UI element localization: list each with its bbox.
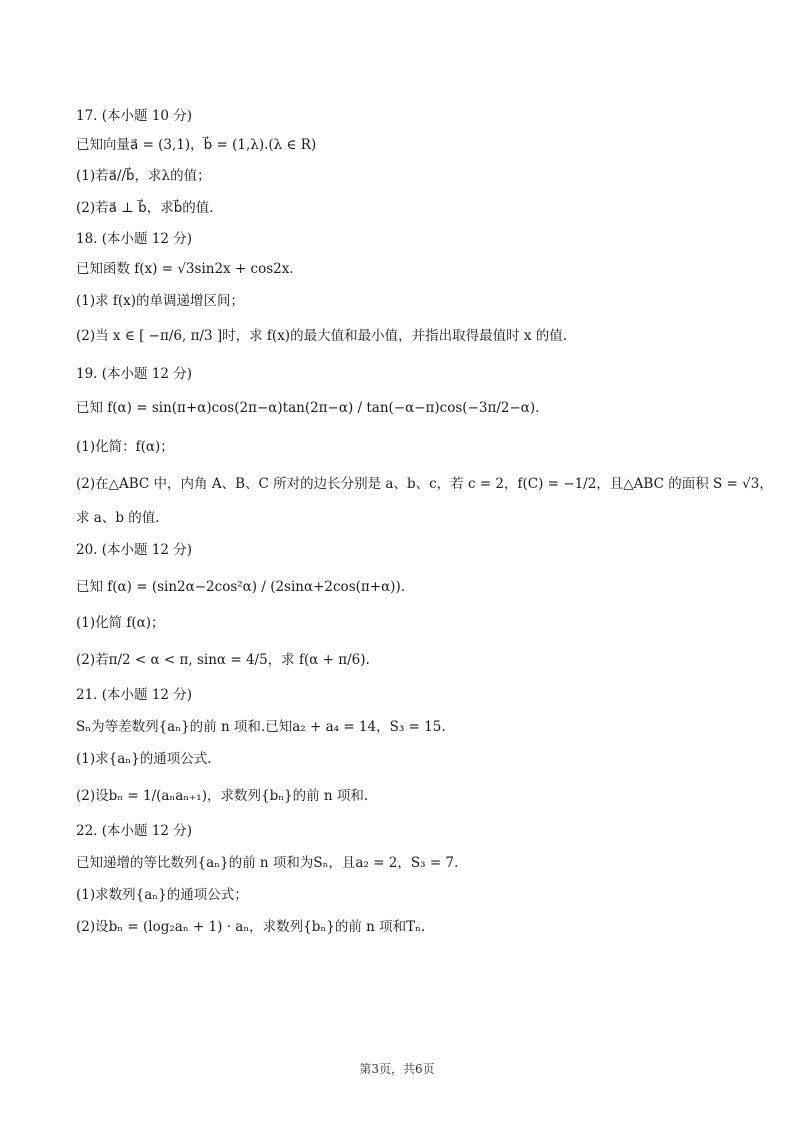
problem-17-stem: 已知向量a⃗ = (3,1)，b⃗ = (1,λ).(λ ∈ R): [76, 137, 317, 153]
problem-18-header: 18. (本小题 12 分): [76, 231, 193, 247]
problem-17-header: 17. (本小题 10 分): [76, 108, 193, 124]
problem-20-header: 20. (本小题 12 分): [76, 542, 193, 558]
problem-20-stem: 已知 f(α) = (sin2α−2cos²α) / (2sinα+2cos(π+α)).: [76, 579, 406, 595]
problem-20-part-2: (2)若π/2 < α < π, sinα = 4/5，求 f(α + π/6).: [76, 652, 370, 668]
problem-22-header: 22. (本小题 12 分): [76, 823, 193, 839]
problem-21-part-1: (1)求{aₙ}的通项公式.: [76, 751, 212, 767]
problem-19-part-2: (2)在△ABC 中，内角 A、B、C 所对的边长分别是 a、b、c，若 c = 2，f(C) = −1/2，且△ABC 的面积 S = √3，: [76, 476, 773, 492]
problem-17-part-1: (1)若a⃗//b⃗，求λ的值；: [76, 168, 211, 184]
problem-21-part-2: (2)设bₙ = 1/(aₙaₙ₊₁)，求数列{bₙ}的前 n 项和.: [76, 788, 369, 804]
problem-18-part-1: (1)求 f(x)的单调递增区间；: [76, 293, 245, 309]
problem-18-part-2: (2)当 x ∈ [ −π/6, π/3 ]时，求 f(x)的最大值和最小值，并指出取得最值时 x 的值.: [76, 328, 568, 344]
page-footer: 第3页，共6页: [359, 1062, 435, 1076]
problem-21-header: 21. (本小题 12 分): [76, 687, 193, 703]
problem-22-part-1: (1)求数列{aₙ}的通项公式；: [76, 887, 248, 903]
problem-21-stem: Sₙ为等差数列{aₙ}的前 n 项和.已知a₂ + a₄ = 14，S₃ = 15.: [76, 719, 446, 735]
problem-22-part-2: (2)设bₙ = (log₂aₙ + 1) · aₙ，求数列{bₙ}的前 n 项和Tₙ.: [76, 919, 426, 935]
problem-19-stem: 已知 f(α) = sin(π+α)cos(2π−α)tan(2π−α) / tan(−α−π)cos(−3π/2−α).: [76, 400, 540, 416]
problem-17-part-2: (2)若a⃗ ⊥ b⃗，求b⃗的值.: [76, 200, 214, 216]
problem-18-stem: 已知函数 f(x) = √3sin2x + cos2x.: [76, 261, 294, 277]
problem-19-part-1: (1)化简：f(α)；: [76, 439, 174, 455]
problem-19-part-2-cont: 求 a、b 的值.: [76, 510, 160, 526]
problem-22-stem: 已知递增的等比数列{aₙ}的前 n 项和为Sₙ，且a₂ = 2，S₃ = 7.: [76, 855, 459, 871]
problem-19-header: 19. (本小题 12 分): [76, 366, 193, 382]
problem-20-part-1: (1)化简 f(α)；: [76, 615, 165, 631]
